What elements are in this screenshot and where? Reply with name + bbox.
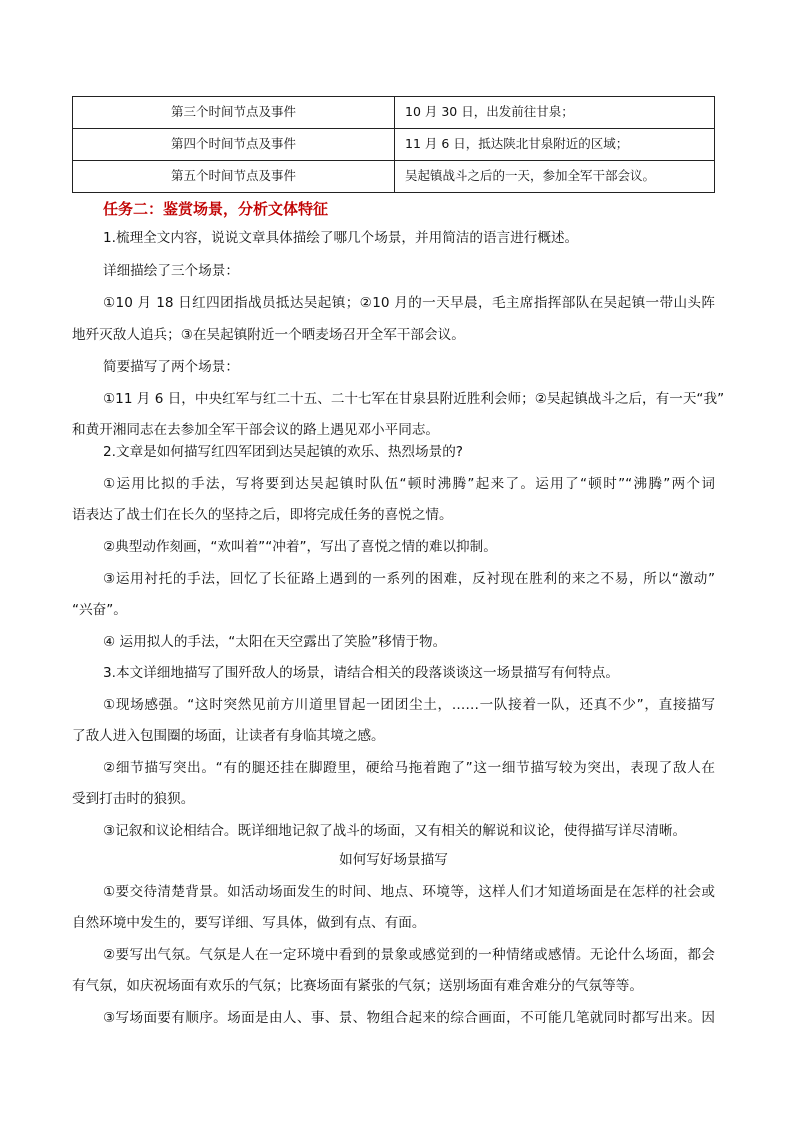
brief-scenes-title: 简要描写了两个场景： bbox=[103, 359, 239, 375]
paragraph-line: ②要写出气氛。气氛是人在一定环境中看到的景象或感觉到的一种情绪或感情。无论什么场面，都会 bbox=[103, 947, 715, 963]
paragraph-line: 语表达了战士们在长久的坚持之后，即将完成任务的喜悦之情。 bbox=[72, 507, 453, 523]
paragraph-line: ①11 月 6 日，中央红军与红二十五、二十七军在甘泉县附近胜利会师；②吴起镇战斗之后，有一天“我” bbox=[103, 391, 725, 407]
question-2: 2.文章是如何描写红四军团到达吴起镇的欢乐、热烈场景的? bbox=[103, 444, 464, 460]
table-cell-label: 第四个时间节点及事件 bbox=[73, 129, 395, 161]
paragraph-line: 和黄开湘同志在去参加全军干部会议的路上遇见邓小平同志。 bbox=[72, 422, 440, 438]
paragraph-line: ③运用衬托的手法，回忆了长征路上遇到的一系列的困难，反衬现在胜利的来之不易，所以“激动” bbox=[103, 571, 715, 587]
paragraph-line: “兴奋”。 bbox=[72, 602, 127, 618]
paragraph-line: 了敌人进入包围圈的场面，让读者有身临其境之感。 bbox=[72, 728, 385, 744]
paragraph-line: 有气氛，如庆祝场面有欢乐的气氛；比赛场面有紧张的气氛；送别场面有难舍难分的气氛等等。 bbox=[72, 978, 643, 994]
paragraph-line: 自然环境中发生的，要写详细、写具体，做到有点、有面。 bbox=[72, 915, 426, 931]
table-cell-label: 第三个时间节点及事件 bbox=[73, 97, 395, 129]
subsection-title: 如何写好场景描写 bbox=[339, 852, 448, 868]
paragraph-line: 受到打击时的狼狈。 bbox=[72, 791, 195, 807]
paragraph-line: ①要交待清楚背景。如活动场面发生的时间、地点、环境等，这样人们才知道场面是在怎样的社会或 bbox=[103, 884, 715, 900]
paragraph-line: ①运用比拟的手法，写将要到达吴起镇时队伍“顿时沸腾”起来了。运用了“顿时”“沸腾”两个词 bbox=[103, 476, 715, 492]
detail-scenes-title: 详细描绘了三个场景： bbox=[103, 263, 239, 279]
table-row bbox=[73, 97, 715, 129]
question-1: 1.梳理全文内容，说说文章具体描绘了哪几个场景，并用简洁的语言进行概述。 bbox=[103, 230, 579, 246]
paragraph-line: ①10 月 18 日红四团指战员抵达吴起镇；②10 月的一天早晨，毛主席指挥部队在吴起镇一带山头阵 bbox=[103, 295, 715, 311]
paragraph-line: ④ 运用拟人的手法，“太阳在天空露出了笑脸”移情于物。 bbox=[103, 634, 447, 650]
paragraph-line: 地歼灭敌人追兵；③在吴起镇附近一个晒麦场召开全军干部会议。 bbox=[72, 327, 465, 343]
table-cell-label: 第五个时间节点及事件 bbox=[73, 161, 395, 193]
paragraph-line: ③记叙和议论相结合。既详细地记叙了战斗的场面，又有相关的解说和议论，使得描写详尽清晰。 bbox=[103, 823, 687, 839]
table-row bbox=[73, 161, 715, 193]
question-3: 3.本文详细地描写了围歼敌人的场景，请结合相关的段落谈谈这一场景描写有何特点。 bbox=[103, 665, 619, 681]
table-cell-value: 11 月 6 日，抵达陕北甘泉附近的区域； bbox=[395, 129, 715, 161]
table-cell-value: 10 月 30 日，出发前往甘泉； bbox=[395, 97, 715, 129]
paragraph-line: ①现场感强。“这时突然见前方川道里冒起一团团尘土，……一队接着一队，还真不少”，直接描写 bbox=[103, 697, 715, 713]
table-row bbox=[73, 129, 715, 161]
table-cell-value: 吴起镇战斗之后的一天，参加全军干部会议。 bbox=[395, 161, 715, 193]
section-heading: 任务二：鉴赏场景，分析文体特征 bbox=[103, 200, 329, 218]
paragraph-line: ②细节描写突出。“有的腿还挂在脚蹬里，硬给马拖着跑了”这一细节描写较为突出，表现了敌人在 bbox=[103, 760, 715, 776]
timeline-table bbox=[72, 96, 715, 193]
paragraph-line: ②典型动作刻画，“欢叫着”“冲着”，写出了喜悦之情的难以抑制。 bbox=[103, 539, 497, 555]
paragraph-line: ③写场面要有顺序。场面是由人、事、景、物组合起来的综合画面，不可能几笔就同时都写出来。因 bbox=[103, 1010, 715, 1026]
